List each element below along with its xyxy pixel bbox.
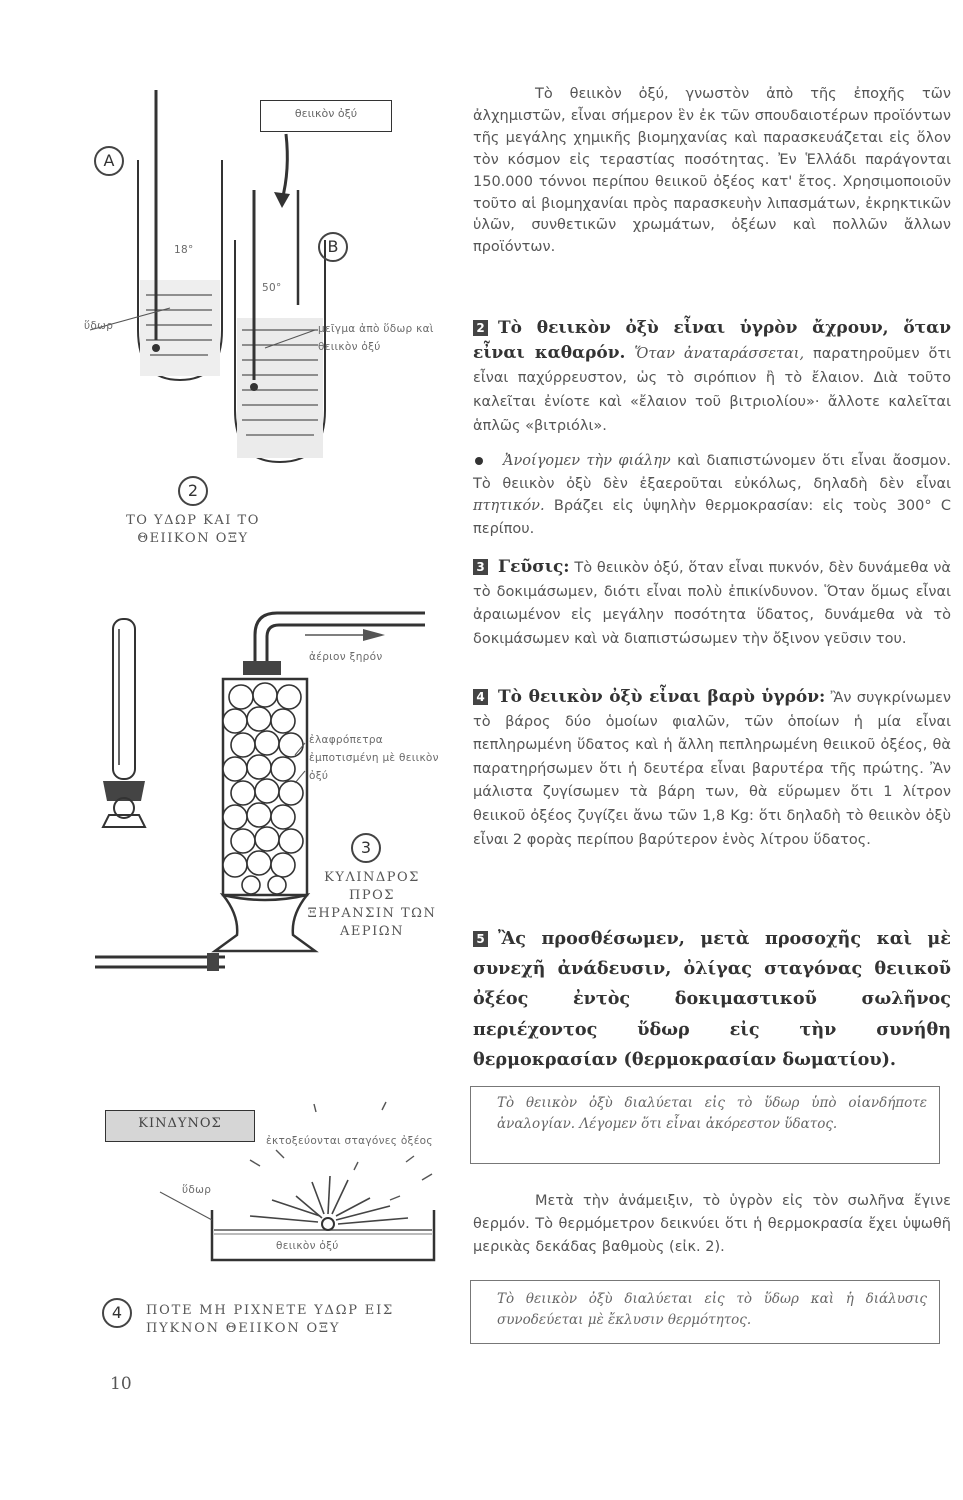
pumice-label: ἐλαφρόπετρα ἐμποτισμένη μὲ θειικὸν ὀξύ bbox=[309, 734, 439, 782]
section-3-heading: Γεῦσις: bbox=[498, 557, 570, 577]
dry-air-label: ἀέριον ξηρόν bbox=[309, 651, 383, 663]
marker-a: A bbox=[94, 146, 124, 176]
figure-2-number: 2 bbox=[178, 476, 208, 506]
figure-3-caption: ΚΥΛΙΝΔΡΟΣ ΠΡΟΣ ΞΗΡΑΝΣΙΝ ΤΩΝ ΑΕΡΙΩΝ bbox=[307, 870, 437, 939]
bullet-paragraph bbox=[473, 450, 951, 540]
section-5 bbox=[473, 924, 951, 1075]
section-3-body: Τὸ θειικὸν ὀξύ, ὅταν εἶναι πυκνόν, δὲν δυνάμεθα νὰ τὸ δοκιμάσωμεν, διότι εἶναι πολὺ ἐπικίνδυνον. Ὅταν ὅμως εἶναι ἀραιωμένον εἰς μεγάλην ποσότητα ὕδατος, δυνάμεθα νὰ τὸ δοκιμάσωμεν καὶ νὰ διαπιστώσωμεν τὴν ὄξινον γεῦσιν του. bbox=[473, 560, 951, 647]
after-mix-block bbox=[473, 1190, 951, 1259]
intro-paragraph-block bbox=[473, 84, 951, 259]
section-4-number: 4 bbox=[473, 689, 488, 705]
section-3 bbox=[473, 556, 951, 651]
section-4 bbox=[473, 686, 951, 852]
bullet-body-2: Βράζει εἰς ὑψηλὴν θερμοκρασίαν: εἰς τοὺς 300° C περίπου. bbox=[473, 498, 952, 537]
bullet-icon bbox=[475, 457, 483, 465]
figure-2-caption: ΤΟ ΥΔΩΡ ΚΑΙ ΤΟ ΘΕΙΙΚΟΝ ΟΞΥ bbox=[126, 513, 260, 546]
test-tubes-drawing bbox=[90, 80, 450, 550]
note-box-1: Τὸ θειικὸν ὀξὺ διαλύεται εἰς τὸ ὕδωρ ὑπὸ οἱανδήποτε ἀναλογίαν. Λέγομεν ὅτι εἶναι ἀκόρεστον ὕδατος. bbox=[470, 1086, 940, 1164]
bullet-body-1: καὶ διαπιστώνομεν ὅτι εἶναι ἄοσμον. Τὸ θειικὸν ὀξὺ δὲν ἐξαεροῦται εὐκόλως, δηλαδὴ δὲν εἶναι bbox=[473, 453, 952, 492]
section-2-number: 2 bbox=[473, 320, 488, 336]
section-5-number: 5 bbox=[473, 931, 488, 947]
figure-2-test-tubes bbox=[84, 80, 450, 550]
acid-label-4: θειικὸν ὀξύ bbox=[276, 1240, 339, 1252]
danger-label: ΚΙΝΔΥΝΟΣ bbox=[105, 1110, 255, 1142]
section-4-heading: Τὸ θειικὸν ὀξὺ εἶναι βαρὺ ὑγρόν: bbox=[498, 687, 826, 707]
section-2 bbox=[473, 316, 951, 438]
figure-3-number: 3 bbox=[351, 833, 381, 863]
acid-label-box: θειικὸν ὀξύ bbox=[260, 100, 392, 132]
section-2-italic: Ὅταν ἀναταράσσεται, bbox=[634, 346, 805, 362]
intro-paragraph: Τὸ θειικὸν ὀξύ, γνωστὸν ἀπὸ τῆς ἐποχῆς τῶν ἀλχημιστῶν, εἶναι σήμερον ἓν ἐκ τῶν σπουδαιοτέρων προϊόντων τῆς μεγάλης χημικῆς βιομηχανίας καὶ παρασκευάζεται εἰς ὅλον τὸν κόσμον εἰς τεραστίας ποσότητας. Ἐν Ἑλλάδι παράγονται 150.000 τόννοι περίπου θειικοῦ ὀξέος κατ' ἔτος. Χρησιμοποιοῦν τοῦτο αἱ βιομηχανίαι πρὸς παρασκευὴν λιπασμάτων, ἐκρηκτικῶν ὑλῶν, συνθετικῶν χρωμάτων, ὀξέων καὶ πολλῶν ἄλλων προϊόντων. bbox=[473, 86, 951, 256]
section-2-heading: Τὸ θειικὸν ὀξὺ εἶναι ὑγρὸν ἄχρουν, ὅταν εἶναι καθαρόν. bbox=[473, 318, 951, 363]
drops-label: ἐκτοξεύονται σταγόνες ὀξέος bbox=[266, 1135, 433, 1147]
figure-3-drying-cylinder bbox=[95, 605, 455, 985]
section-2-body: παρατηροῦμεν ὅτι εἶναι παχύρρευστον, ὡς τὸ σιρόπιον ἢ τὸ ἔλαιον. Διὰ τοῦτο καλεῖται ἐνίοτε καὶ «ἔλαιον τοῦ βιτριολίου»· ἄλλοτε καλεῖται ἁπλῶς «βιτριόλι». bbox=[473, 346, 952, 434]
water-label: ὕδωρ bbox=[84, 320, 114, 332]
marker-b: B bbox=[318, 232, 348, 262]
figure-4-danger bbox=[100, 1100, 460, 1350]
after-mix-paragraph: Μετὰ τὴν ἀνάμειξιν, τὸ ὑγρὸν εἰς τὸν σωλῆνα ἔγινε θερμόν. Τὸ θερμόμετρον δεικνύει ὅτι ἡ θερμοκρασία ἔχει ὑψωθῆ μερικὰς δεκάδας βαθμοὺς (εἰκ. 2). bbox=[473, 1193, 951, 1255]
temp-a-label: 18° bbox=[174, 244, 194, 256]
bullet-italic: Ἀνοίγομεν τὴν φιάλην bbox=[503, 453, 671, 469]
temp-b-label: 50° bbox=[262, 282, 282, 294]
page-number: 10 bbox=[110, 1374, 132, 1394]
figure-4-caption: ΠΟΤΕ ΜΗ ΡΙΧΝΕΤΕ ΥΔΩΡ ΕΙΣ ΠΥΚΝΟΝ ΘΕΙΙΚΟΝ ΟΞΥ bbox=[146, 1303, 395, 1336]
mixture-label: μεῖγμα ἀπὸ ὕδωρ καὶ θειικὸν ὀξύ bbox=[318, 323, 434, 353]
water-label-4: ὕδωρ bbox=[182, 1184, 212, 1196]
section-3-number: 3 bbox=[473, 559, 488, 575]
section-4-body: Ἂν συγκρίνωμεν τὸ βάρος δύο ὁμοίων φιαλῶν, τῶν ὁποίων ἡ μία εἶναι πεπληρωμένη ὕδατος καὶ ἡ ἄλλη πεπληρωμένη θειικοῦ ὀξέος, θὰ παρατηρήσωμεν ὅτι ἡ δευτέρα εἶναι βαρυτέρα τῆς πρώτης. Ἂν μάλιστα ζυγίσωμεν τὰ βάρη των, θὰ εὕρωμεν ὅτι 1 λίτρον θειικοῦ ὀξέος ζυγίζει ἄνω τῶν 1,8 Kg: ὅτι δηλαδὴ τὸ θειικὸν ὀξὺ εἶναι 2 φορὰς περίπου βαρύτερον ἑνὸς λίτρου ὕδατος. bbox=[473, 690, 952, 848]
section-5-text: Ἂς προσθέσωμεν, μετὰ προσοχῆς καὶ μὲ συνεχῆ ἀνάδευσιν, ὀλίγας σταγόνας θειικοῦ ὀξέος ἐντὸς δοκιμαστικοῦ σωλῆνος περιέχοντος ὕδωρ εἰς τὴν συνήθη θερμοκρασίαν (θερμοκρασίαν δωματίου). bbox=[473, 928, 951, 1070]
figure-4-number: 4 bbox=[102, 1298, 132, 1328]
bullet-italic-2: πτητικόν. bbox=[473, 498, 545, 515]
note-box-2: Τὸ θειικὸν ὀξὺ διαλύεται εἰς τὸ ὕδωρ καὶ ἡ διάλυσις συνοδεύεται μὲ ἔκλυσιν θερμότητος. bbox=[470, 1280, 940, 1344]
